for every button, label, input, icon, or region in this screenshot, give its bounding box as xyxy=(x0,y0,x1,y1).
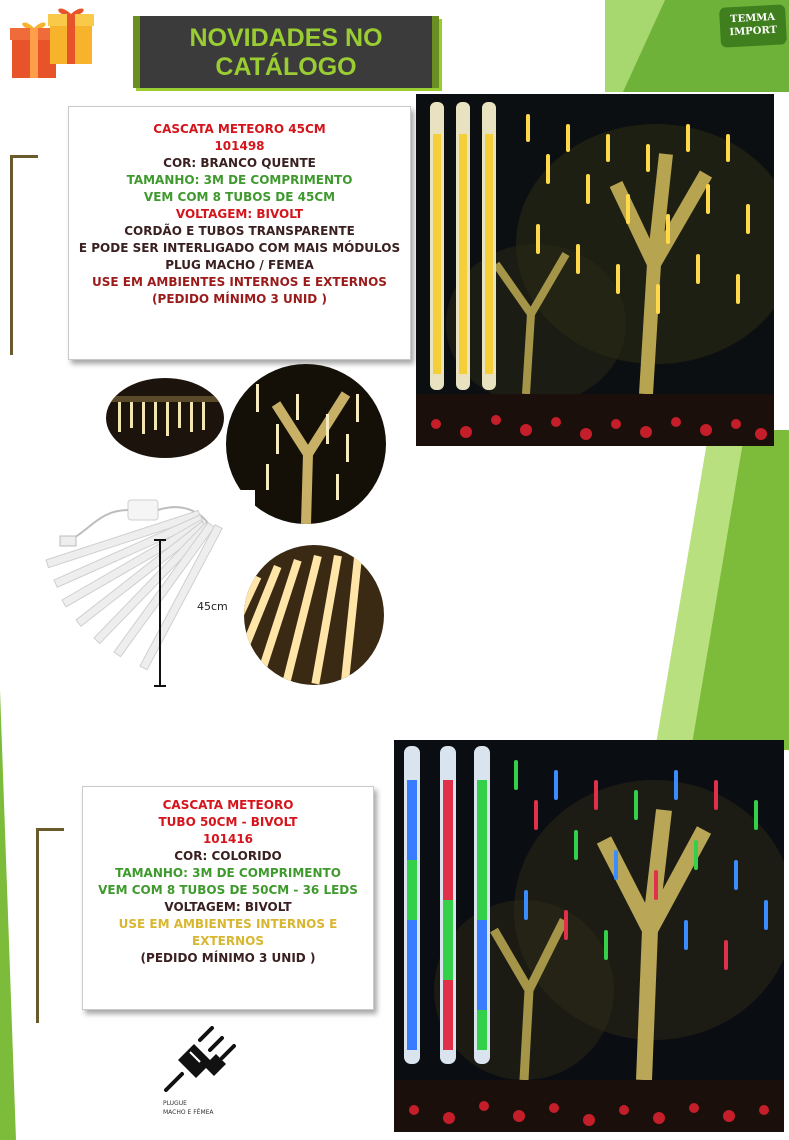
plug-label xyxy=(163,1099,214,1117)
plug-icon xyxy=(160,1026,238,1096)
plug-label-line-2: MACHO E FÊMEA xyxy=(163,1109,214,1116)
product-tubes: VEM COM 8 TUBOS DE 50CM - 36 LEDS xyxy=(98,883,358,897)
product-info-box xyxy=(68,106,411,360)
product-code: 101498 xyxy=(214,139,265,153)
product-description-1: CORDÃO E TUBOS TRANSPARENTE xyxy=(124,224,355,238)
product-description-3: PLUG MACHO / FEMEA xyxy=(165,258,314,272)
minimum-order: (PEDIDO MÍNIMO 3 UNID ) xyxy=(140,951,316,965)
product-diagram xyxy=(40,490,255,690)
product-photo-colored-tree xyxy=(394,740,784,1132)
product-photo-tubes-lit xyxy=(244,545,384,685)
page-title xyxy=(140,24,432,82)
brand-line-1: TEMMA xyxy=(729,11,776,26)
product-size: TAMANHO: 3M DE COMPRIMENTO xyxy=(126,173,353,187)
product-usage-line-2: EXTERNOS xyxy=(192,934,264,948)
green-left-decoration xyxy=(0,690,40,1140)
product-voltage: VOLTAGEM: BIVOLT xyxy=(164,900,292,914)
product-photo-eaves xyxy=(106,378,224,458)
bracket-decoration xyxy=(36,828,64,1023)
product-size: TAMANHO: 3M DE COMPRIMENTO xyxy=(115,866,341,880)
product-usage-line-1: USE EM AMBIENTES INTERNOS E xyxy=(118,917,338,931)
product-code: 101416 xyxy=(202,832,254,846)
brand-line-2: IMPORT xyxy=(729,24,778,39)
title-banner xyxy=(133,16,439,88)
title-line-1: NOVIDADES NO xyxy=(189,24,383,52)
product-photo-warm-tree xyxy=(416,94,774,446)
product-info-box xyxy=(82,786,374,1010)
product-description-2: E PODE SER INTERLIGADO COM MAIS MÓDULOS xyxy=(78,241,401,255)
product-name-line-1: CASCATA METEORO xyxy=(162,798,294,812)
brand-logo xyxy=(719,4,787,47)
gift-icon xyxy=(10,4,94,80)
dimension-label: 45cm xyxy=(197,600,228,613)
product-color: COR: COLORIDO xyxy=(174,849,282,863)
product-name-line-2: TUBO 50CM - BIVOLT xyxy=(158,815,298,829)
product-color: COR: BRANCO QUENTE xyxy=(163,156,316,170)
bracket-decoration xyxy=(10,155,38,355)
minimum-order: (PEDIDO MÍNIMO 3 UNID ) xyxy=(152,292,327,306)
product-voltage: VOLTAGEM: BIVOLT xyxy=(175,207,304,221)
product-tubes: VEM COM 8 TUBOS DE 45CM xyxy=(143,190,336,204)
title-line-2: CATÁLOGO xyxy=(215,53,357,81)
product-name: CASCATA METEORO 45CM xyxy=(153,122,326,136)
product-usage: USE EM AMBIENTES INTERNOS E EXTERNOS xyxy=(92,275,387,289)
plug-label-line-1: PLUGUE xyxy=(163,1100,187,1107)
